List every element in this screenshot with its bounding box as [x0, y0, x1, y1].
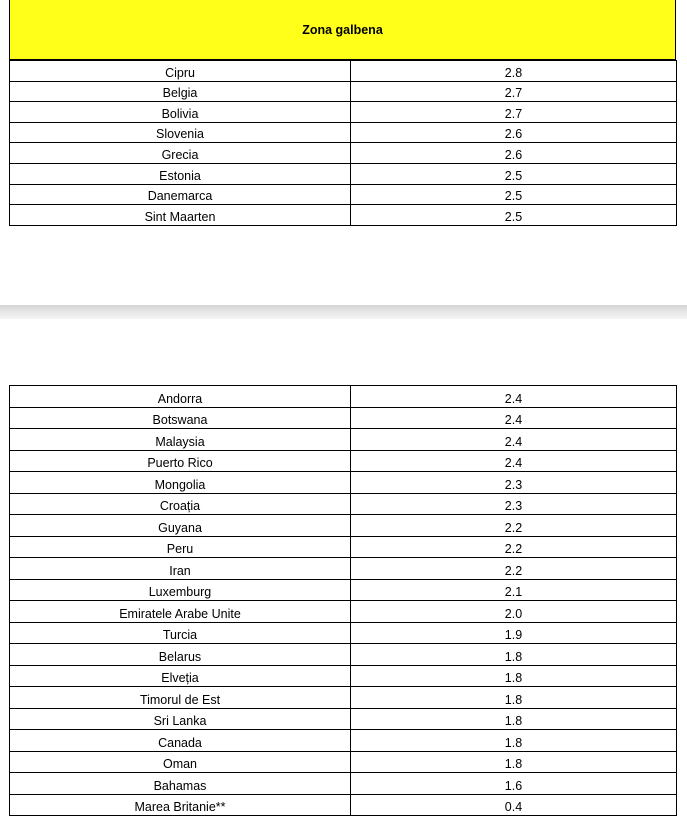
country-cell: Sri Lanka [10, 708, 351, 730]
value-cell: 2.1 [351, 579, 677, 601]
country-cell: Emiratele Arabe Unite [10, 601, 351, 623]
country-cell: Cipru [10, 61, 351, 82]
zone-header [9, 0, 676, 60]
country-cell: Botswana [10, 407, 351, 429]
zone-table-bottom [9, 385, 677, 816]
value-cell: 1.8 [351, 687, 677, 709]
value-cell: 2.5 [351, 205, 677, 226]
value-cell: 2.0 [351, 601, 677, 623]
country-cell: Timorul de Est [10, 687, 351, 709]
country-cell: Slovenia [10, 122, 351, 143]
value-cell: 2.4 [351, 429, 677, 451]
value-cell: 2.4 [351, 386, 677, 408]
value-cell: 2.2 [351, 558, 677, 580]
value-cell: 2.7 [351, 102, 677, 123]
table-row [10, 184, 677, 205]
table-row [10, 81, 677, 102]
country-cell: Marea Britanie** [10, 794, 351, 816]
value-cell: 2.8 [351, 61, 677, 82]
table-row [10, 751, 677, 773]
value-cell: 2.4 [351, 407, 677, 429]
value-cell: 1.8 [351, 644, 677, 666]
country-cell: Bolivia [10, 102, 351, 123]
country-cell: Iran [10, 558, 351, 580]
country-cell: Croația [10, 493, 351, 515]
table-row [10, 665, 677, 687]
table-row [10, 472, 677, 494]
country-cell: Turcia [10, 622, 351, 644]
table-row [10, 558, 677, 580]
country-cell: Estonia [10, 163, 351, 184]
table-row [10, 493, 677, 515]
country-cell: Danemarca [10, 184, 351, 205]
table-row [10, 644, 677, 666]
value-cell: 1.6 [351, 773, 677, 795]
country-cell: Grecia [10, 143, 351, 164]
country-cell: Oman [10, 751, 351, 773]
table-row [10, 708, 677, 730]
country-cell: Mongolia [10, 472, 351, 494]
zone-title: Zona galbena [302, 22, 383, 37]
country-cell: Sint Maarten [10, 205, 351, 226]
country-cell: Belarus [10, 644, 351, 666]
country-cell: Andorra [10, 386, 351, 408]
table-row [10, 773, 677, 795]
value-cell: 2.2 [351, 515, 677, 537]
table-row [10, 143, 677, 164]
value-cell: 2.7 [351, 81, 677, 102]
table-row [10, 622, 677, 644]
value-cell: 1.9 [351, 622, 677, 644]
country-cell: Bahamas [10, 773, 351, 795]
table-row [10, 579, 677, 601]
table-row [10, 536, 677, 558]
country-cell: Puerto Rico [10, 450, 351, 472]
table-row [10, 102, 677, 123]
table-row [10, 163, 677, 184]
value-cell: 2.3 [351, 493, 677, 515]
table-row [10, 687, 677, 709]
page-separator [0, 305, 687, 319]
table-row [10, 61, 677, 82]
table-row [10, 386, 677, 408]
value-cell: 2.5 [351, 163, 677, 184]
table-row [10, 429, 677, 451]
document-page-2 [0, 319, 687, 819]
value-cell: 2.2 [351, 536, 677, 558]
country-cell: Luxemburg [10, 579, 351, 601]
country-cell: Guyana [10, 515, 351, 537]
value-cell: 2.6 [351, 122, 677, 143]
table-row [10, 205, 677, 226]
table-row [10, 122, 677, 143]
document-page-1 [0, 0, 687, 305]
zone-table-top [9, 60, 677, 226]
country-cell: Canada [10, 730, 351, 752]
table-row [10, 730, 677, 752]
value-cell: 2.3 [351, 472, 677, 494]
value-cell: 1.8 [351, 708, 677, 730]
country-cell: Belgia [10, 81, 351, 102]
value-cell: 2.5 [351, 184, 677, 205]
value-cell: 2.6 [351, 143, 677, 164]
value-cell: 1.8 [351, 665, 677, 687]
value-cell: 0.4 [351, 794, 677, 816]
value-cell: 1.8 [351, 730, 677, 752]
table-row [10, 407, 677, 429]
country-cell: Peru [10, 536, 351, 558]
country-cell: Elveția [10, 665, 351, 687]
value-cell: 2.4 [351, 450, 677, 472]
table-row [10, 450, 677, 472]
country-cell: Malaysia [10, 429, 351, 451]
value-cell: 1.8 [351, 751, 677, 773]
table-row [10, 515, 677, 537]
table-row [10, 601, 677, 623]
table-row [10, 794, 677, 816]
